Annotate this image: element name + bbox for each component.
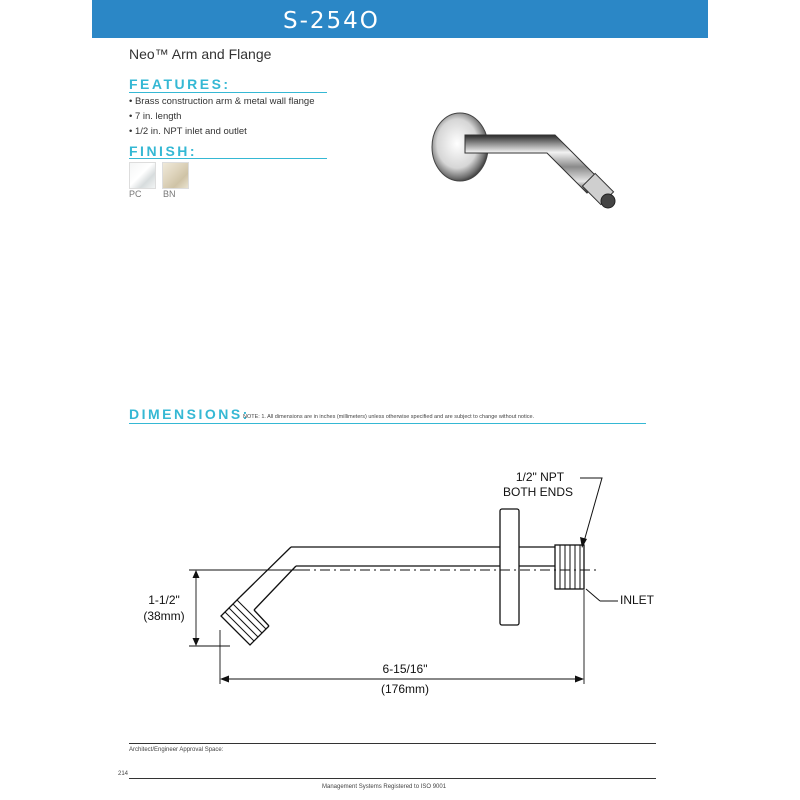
footer-rule [129,778,656,779]
finish-label-pc: PC [129,189,142,199]
certification-note: Management Systems Registered to ISO 9001 [322,784,447,790]
height-inches: 1-1/2" [148,593,180,607]
npt-label-line1: 1/2" NPT [515,470,565,484]
features-title: FEATURES: [129,76,231,92]
features-list [129,95,314,140]
feature-item: • 1/2 in. NPT inlet and outlet [129,126,247,137]
dimensions-note: NOTE: 1. All dimensions are in inches (millimeters) unless otherwise specified and are subject to change without notice. [243,414,535,420]
dimensions-title: DIMENSIONS: [129,406,250,422]
length-mm: (176mm) [380,682,429,696]
dimensions-rule [129,423,646,424]
header-bar [92,0,708,38]
height-mm: (38mm) [143,609,185,623]
page-number: 214 [118,771,129,777]
features-rule [129,92,327,93]
inlet-label: INLET [620,593,655,607]
approval-top-rule [129,743,656,744]
finish-title: FINISH: [129,143,198,159]
model-number: S-254O [283,8,380,34]
finish-swatch-pc [129,162,156,189]
feature-item: • Brass construction arm & metal wall flange [129,96,315,107]
length-inches: 6-15/16" [382,662,428,676]
finish-label-bn: BN [163,189,176,199]
approval-space-label: Architect/Engineer Approval Space: [129,747,224,753]
product-photo [425,105,625,215]
npt-label-line2: BOTH ENDS [502,485,573,499]
finish-swatch-bn [162,162,189,189]
product-subtitle: Neo™ Arm and Flange [129,46,272,62]
feature-item: • 7 in. length [129,111,182,122]
finish-rule [129,158,327,159]
